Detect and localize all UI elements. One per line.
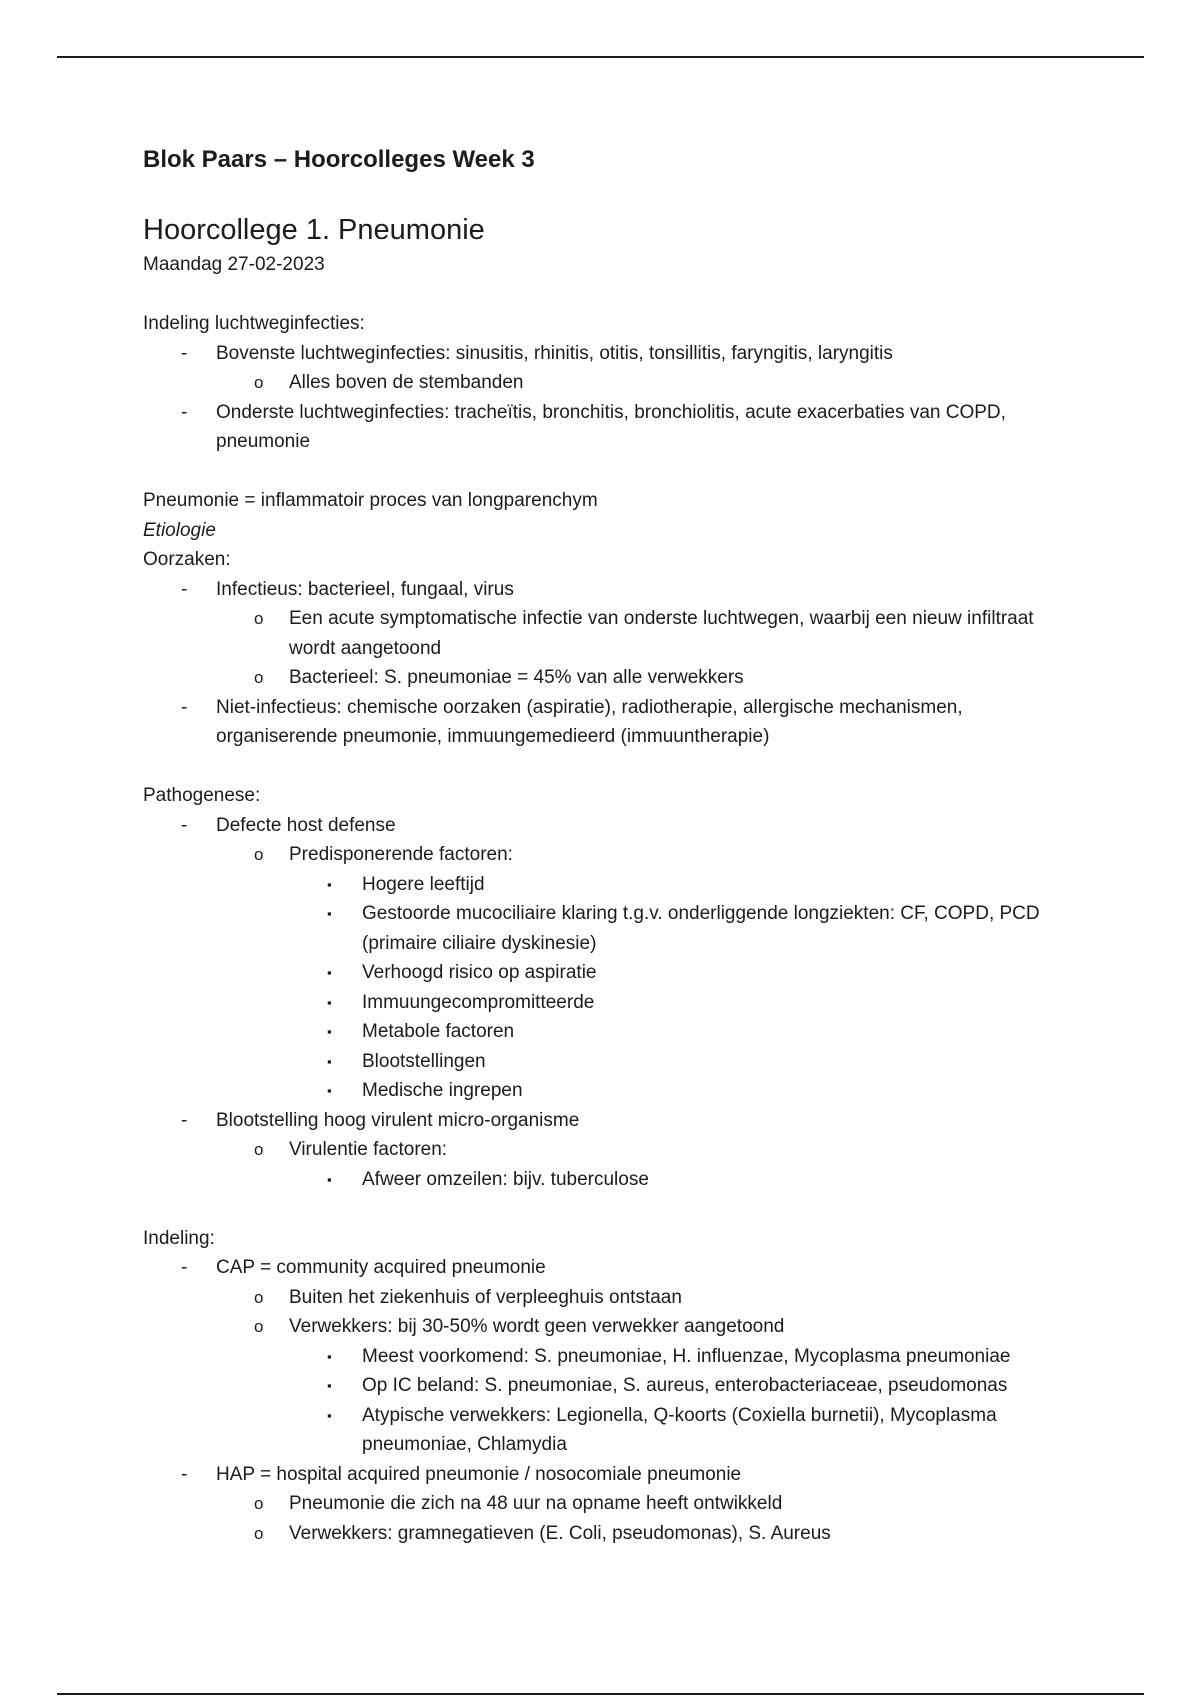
list-item [289,870,1083,900]
list-item-text: Meest voorkomend: S. pneumoniae, H. influenzae, Mycoplasma pneumoniae [362,1345,1011,1367]
sub-list [216,1489,1083,1548]
dash-marker: - [181,814,188,836]
factor-list [289,870,1083,1106]
list-item-text: Atypische verwekkers: Legionella, Q-koorts (Coxiella burnetii), Mycoplasma pneumoniae, Chlamydia [362,1404,997,1455]
pathogenese-title: Pathogenese: [143,785,261,806]
list-item-text: CAP = community acquired pneumonie [216,1257,546,1278]
list-item [289,1017,1083,1047]
page-content [143,144,1083,1544]
square-marker: ▪ [327,994,332,1010]
list-item-text: Virulentie factoren: [289,1139,448,1160]
list-item [143,575,1083,693]
dash-marker: - [181,401,188,423]
list-item [143,398,1083,457]
square-marker: ▪ [327,906,332,921]
list-item-text: Gestoorde mucociliaire klaring t.g.v. onderliggende longziekten: CF, COPD, PCD (primaire ciliaire dyskinesie) [362,903,1040,954]
list-item-text: Afweer omzeilen: bijv. tuberculose [362,1168,649,1190]
definition-pneumonie: Pneumonie = inflammatoir proces van longparenchym [143,490,598,511]
list-item [143,693,1083,752]
spacer [143,752,1083,782]
indeling-list [143,1253,1083,1548]
circle-marker: o [254,668,264,687]
sub-list [216,368,1083,398]
circle-marker: o [254,1494,264,1513]
factor-list [289,1165,1083,1195]
list-item [216,840,1083,1106]
list-item [143,1253,1083,1460]
pathogenese-list [143,811,1083,1195]
list-item-text: Niet-infectieus: chemische oorzaken (aspiratie), radiotherapie, allergische mechanismen, organiserende pneumonie, immuungemedieerd (immuuntherapie) [216,696,963,747]
list-item [289,988,1083,1018]
circle-marker: o [254,1140,264,1159]
sub-list [216,604,1083,693]
indeling-luchtweg-list [143,339,1083,457]
square-marker: ▪ [327,965,332,980]
list-item [143,811,1083,1106]
sub-list [216,840,1083,1106]
list-item [143,339,1083,398]
list-item [216,1519,1083,1549]
list-item-text: Blootstelling hoog virulent micro-organisme [216,1109,580,1131]
etiologie-label: Etiologie [143,519,216,541]
list-item [216,663,1083,693]
list-item-text: Verwekkers: bij 30-50% wordt geen verwekker aangetoond [289,1316,785,1337]
square-marker: ▪ [327,1171,332,1187]
header-rule [57,56,1144,58]
list-item [216,1283,1083,1313]
square-marker: ▪ [327,1053,332,1069]
list-item-text: Verhoogd risico op aspiratie [362,962,597,983]
dash-marker: - [181,696,188,718]
circle-marker: o [254,845,264,864]
list-item-text: HAP = hospital acquired pneumonie / nosocomiale pneumonie [216,1463,742,1485]
square-marker: ▪ [327,876,332,892]
square-marker: ▪ [327,1083,332,1098]
list-item-text: Alles boven de stembanden [289,372,524,393]
list-item-text: Bovenste luchtweginfecties: sinusitis, rhinitis, otitis, tonsillitis, faryngitis, laryngitis [216,342,893,364]
list-item [289,1371,1083,1401]
list-item-text: Op IC beland: S. pneumoniae, S. aureus, enterobacteriaceae, pseudomonas [362,1375,1008,1396]
list-item [216,604,1083,663]
list-item [289,1401,1083,1460]
footer-rule [57,1693,1144,1695]
list-item [289,958,1083,988]
list-item [216,368,1083,398]
list-item [216,1489,1083,1519]
circle-marker: o [254,1317,264,1336]
spacer [143,1194,1083,1224]
list-item [289,1342,1083,1372]
lecture-heading: Hoorcollege 1. Pneumonie [143,214,485,246]
list-item [289,1076,1083,1106]
dash-marker: - [181,578,188,600]
dash-marker: - [181,342,188,364]
list-item-text: Immuungecompromitteerde [362,991,595,1013]
verwekkers-list [289,1342,1083,1460]
list-item [143,1106,1083,1195]
list-item-text: Blootstellingen [362,1050,486,1072]
circle-marker: o [254,609,264,628]
section-title-indeling-luchtweginfecties: Indeling luchtweginfecties: [143,313,365,334]
document-title: Blok Paars – Hoorcolleges Week 3 [143,146,535,173]
list-item-text: Onderste luchtweginfecties: tracheïtis, bronchitis, bronchiolitis, acute exacerbaties van COPD, pneumonie [216,401,1006,452]
list-item-text: Buiten het ziekenhuis of verpleeghuis ontstaan [289,1286,682,1308]
lecture-date: Maandag 27-02-2023 [143,254,325,275]
circle-marker: o [254,1287,264,1307]
sub-list [216,1135,1083,1194]
oorzaken-list [143,575,1083,752]
list-item-text: Pneumonie die zich na 48 uur na opname heeft ontwikkeld [289,1493,783,1514]
list-item [216,1312,1083,1460]
list-item-text: Predisponerende factoren: [289,844,513,865]
list-item-text: Verwekkers: gramnegatieven (E. Coli, pseudomonas), S. Aureus [289,1522,831,1544]
list-item [289,1047,1083,1077]
list-item [216,1135,1083,1194]
list-item [289,899,1083,958]
list-item-text: Bacterieel: S. pneumoniae = 45% van alle verwekkers [289,667,744,688]
circle-marker: o [254,373,264,392]
square-marker: ▪ [327,1407,332,1423]
dash-marker: - [181,1109,188,1131]
list-item-text: Infectieus: bacterieel, fungaal, virus [216,578,514,600]
list-item-text: Een acute symptomatische infectie van onderste luchtwegen, waarbij een nieuw infiltraat wordt aangetoond [289,608,1034,659]
square-marker: ▪ [327,1024,332,1039]
dash-marker: - [181,1257,188,1278]
document-body [143,309,1083,1548]
square-marker: ▪ [327,1348,332,1364]
dash-marker: - [181,1463,188,1485]
list-item [289,1165,1083,1195]
spacer [143,457,1083,487]
list-item-text: Defecte host defense [216,814,396,836]
list-item-text: Metabole factoren [362,1021,515,1042]
list-item [143,1460,1083,1549]
circle-marker: o [254,1523,264,1543]
square-marker: ▪ [327,1378,332,1393]
oorzaken-title: Oorzaken: [143,549,231,570]
indeling-title: Indeling: [143,1227,215,1249]
list-item-text: Medische ingrepen [362,1080,523,1101]
sub-list [216,1283,1083,1460]
list-item-text: Hogere leeftijd [362,873,485,895]
